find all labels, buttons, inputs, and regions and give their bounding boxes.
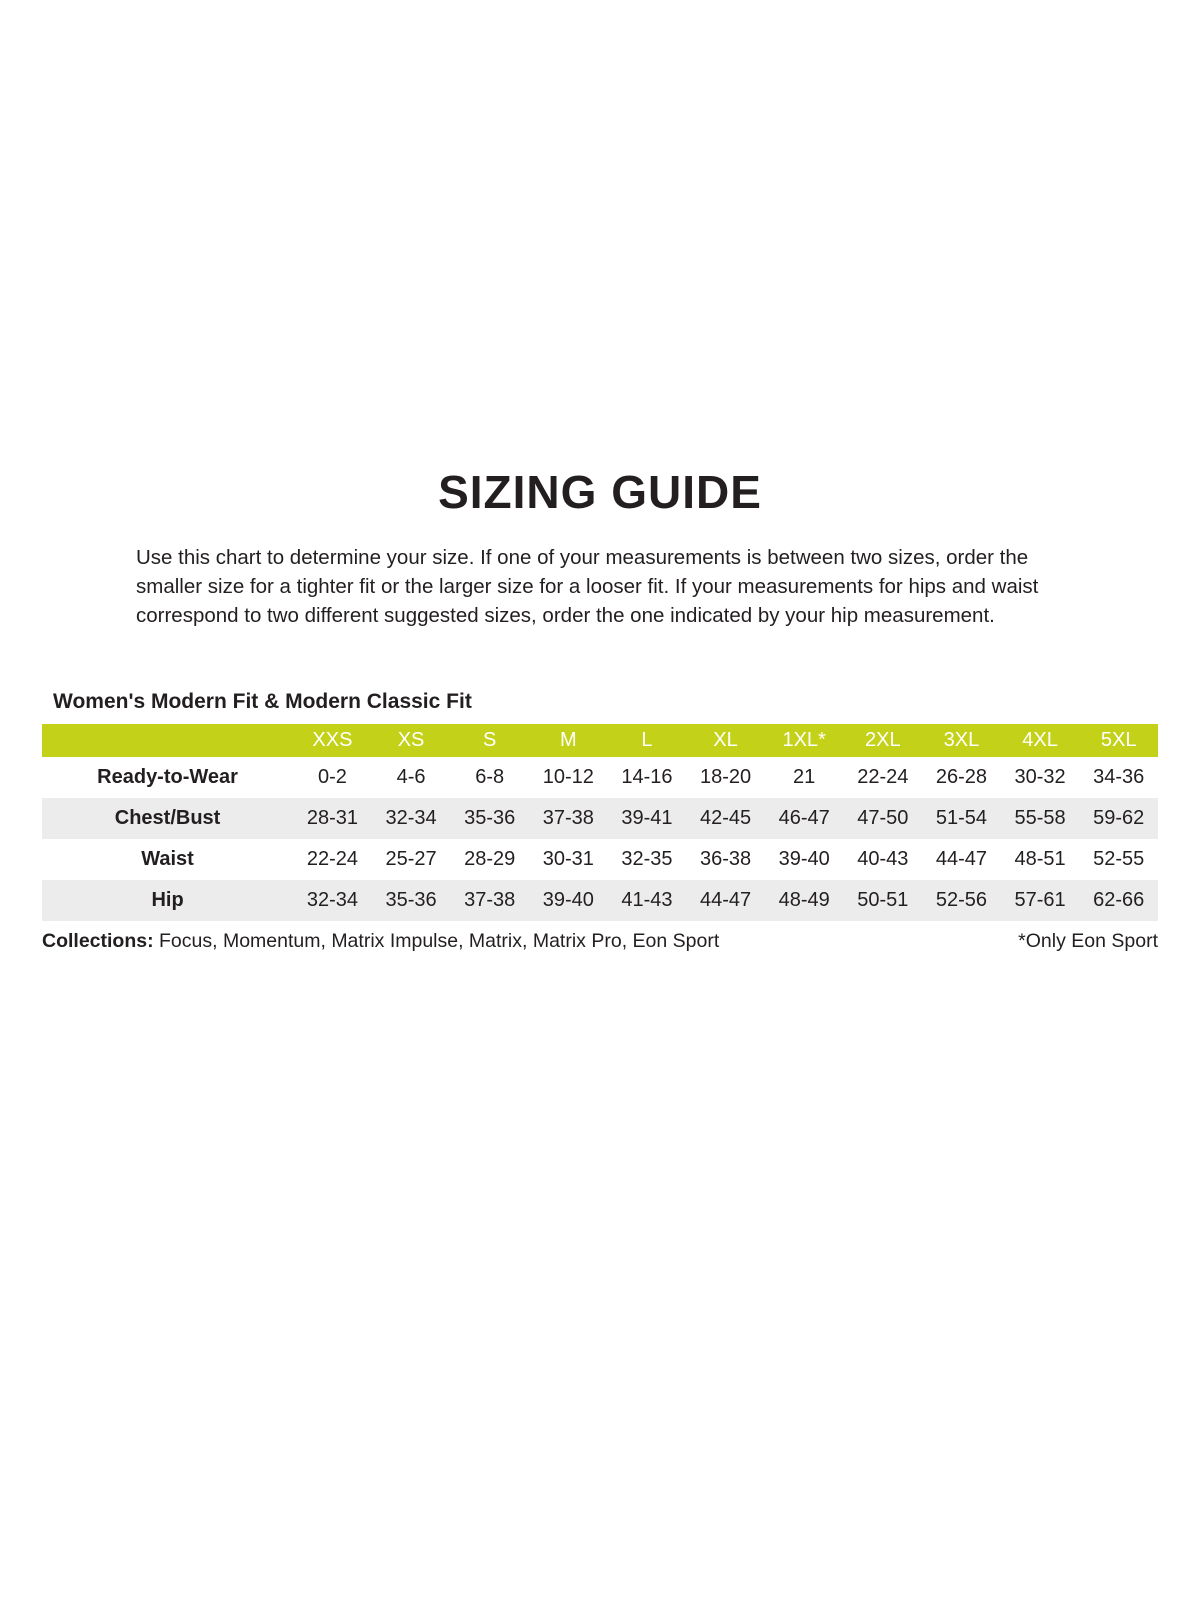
size-cell: 52-56 [935,889,987,912]
size-cell: 55-58 [1014,807,1066,830]
size-cell: 47-50 [857,807,909,830]
column-header-l: L [608,724,687,757]
table-row [42,839,1158,880]
size-cell: 4-6 [396,766,426,789]
size-cell: 21 [793,766,816,789]
table-row [42,757,1158,798]
row-label: Hip [151,889,184,912]
column-header-xl: XL [686,724,765,757]
table-header-row [42,724,1158,757]
size-cell: 37-38 [542,807,594,830]
size-cell: 32-34 [385,807,437,830]
size-cell: 32-34 [306,889,358,912]
size-cell: 62-66 [1093,889,1145,912]
section-heading: Women's Modern Fit & Modern Classic Fit [53,690,472,714]
size-cell: 18-20 [699,766,752,789]
column-header-m: M [529,724,608,757]
size-cell: 34-36 [1093,766,1145,789]
size-cell: 30-32 [1014,766,1066,789]
table-row [42,880,1158,921]
size-cell: 37-38 [464,889,516,912]
sizing-table [42,724,1158,921]
footnote: *Only Eon Sport [1018,930,1158,953]
column-header-xs: XS [372,724,451,757]
size-cell: 39-40 [542,889,594,912]
collections-value: Focus, Momentum, Matrix Impulse, Matrix, Matrix Pro, Eon Sport [159,930,720,953]
size-cell: 39-41 [621,807,673,830]
size-cell: 6-8 [475,766,505,789]
row-label: Chest/Bust [114,807,221,830]
size-cell: 36-38 [699,848,752,871]
size-cell: 42-45 [699,807,752,830]
size-cell: 44-47 [935,848,987,871]
size-cell: 26-28 [935,766,987,789]
size-cell: 41-43 [621,889,673,912]
size-cell: 46-47 [778,807,830,830]
size-cell: 14-16 [621,766,673,789]
size-cell: 35-36 [385,889,437,912]
size-cell: 25-27 [385,848,437,871]
table-row [42,798,1158,839]
column-header-1xl: 1XL* [765,724,844,757]
intro-text: Use this chart to determine your size. If one of your measurements is between two sizes, order the smaller size for a tighter fit or the larger size for a looser fit. If your measurements for hips and waist correspond to two different suggested sizes, order the one indicated by your hip measurement. [136,546,1039,628]
collections-note [42,930,719,953]
size-cell: 35-36 [464,807,516,830]
page-title: SIZING GUIDE [438,466,762,518]
size-cell: 28-31 [306,807,358,830]
size-cell: 57-61 [1014,889,1066,912]
column-header-xxs: XXS [293,724,372,757]
table-body [42,757,1158,921]
size-cell: 50-51 [857,889,909,912]
table-footer [42,930,1158,953]
size-cell: 39-40 [778,848,830,871]
column-header-s: S [450,724,529,757]
size-cell: 48-49 [778,889,830,912]
size-cell: 22-24 [857,766,909,789]
size-cell: 48-51 [1014,848,1066,871]
column-header-3xl: 3XL [922,724,1001,757]
collections-label: Collections: [42,930,154,953]
size-cell: 59-62 [1093,807,1145,830]
row-label: Waist [141,848,194,871]
row-label: Ready-to-Wear [97,766,238,789]
size-cell: 22-24 [306,848,358,871]
size-cell: 0-2 [317,766,347,789]
size-cell: 32-35 [621,848,673,871]
size-cell: 44-47 [699,889,752,912]
size-cell: 40-43 [857,848,909,871]
size-cell: 10-12 [542,766,594,789]
size-cell: 51-54 [935,807,987,830]
size-cell: 30-31 [542,848,594,871]
column-header-5xl: 5XL [1079,724,1158,757]
table-corner-cell [42,724,293,757]
column-header-4xl: 4XL [1001,724,1080,757]
table-header [42,724,1158,757]
content-area [42,690,1158,953]
size-cell: 52-55 [1093,848,1145,871]
size-cell: 28-29 [464,848,516,871]
column-header-2xl: 2XL [843,724,922,757]
